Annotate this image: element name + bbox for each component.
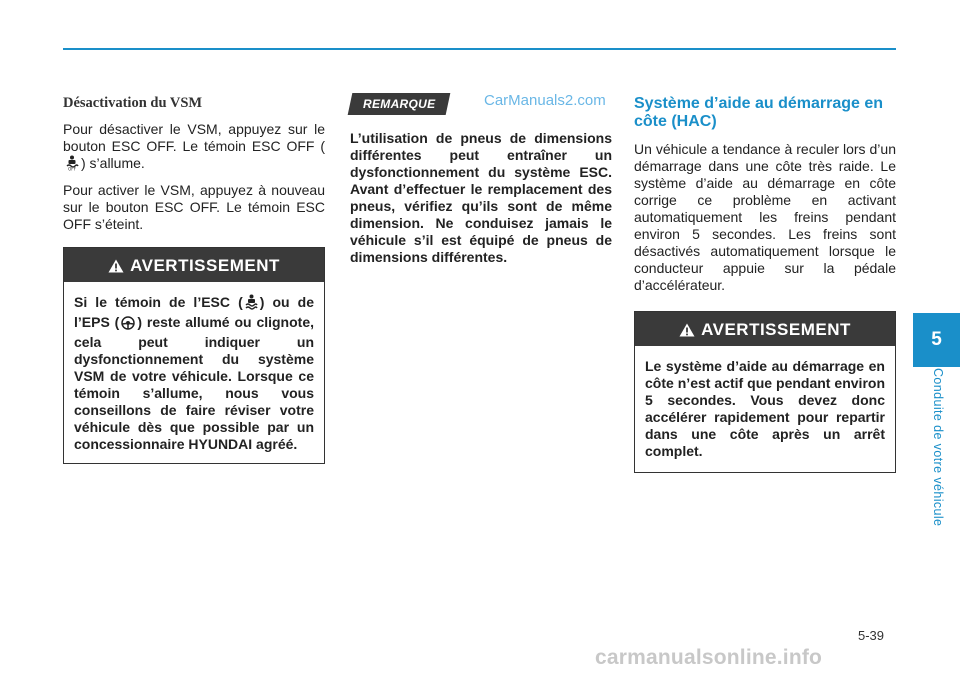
- paragraph-deactivate: [63, 121, 325, 175]
- note-header-row: [350, 92, 612, 118]
- page-number: 5-39: [858, 628, 885, 643]
- paragraph-activate: Pour activer le VSM, appuyez à nouveau sur le bouton ESC OFF. Le témoin ESC OFF s’éteint.: [63, 182, 325, 232]
- warning-box-hac: [634, 311, 896, 473]
- column-hac: [634, 92, 896, 473]
- note-label: REMARQUE: [362, 97, 436, 111]
- watermark-text: CarManuals2.com: [484, 92, 606, 109]
- warning-label: AVERTISSEMENT: [130, 256, 280, 275]
- chapter-label: Conduite de votre véhicule: [931, 368, 945, 527]
- eps-icon: [121, 316, 135, 334]
- esc-off-icon: [65, 155, 79, 175]
- paragraph-hac: Un véhicule a tendance à reculer lors d’un démarrage dans une côte très raide. Le système d’aide au démarrage en côte corrige ce problème en activant automatiquement les freins pendant environ 5 secondes. Les freins sont désactivés automatiquement lorsque le conducteur appuie sur la pédale d’accélérateur.: [634, 141, 896, 293]
- warning-header: [64, 248, 324, 282]
- warning-text-part2: ) ou de l’EPS (: [74, 294, 314, 330]
- warning-text-part1: Si le témoin de l’ESC (: [74, 294, 243, 310]
- warning-text: [64, 282, 324, 463]
- footer-watermark: carmanualsonline.info: [595, 646, 823, 669]
- warning-label: AVERTISSEMENT: [701, 320, 851, 339]
- note-badge: [348, 93, 451, 115]
- svg-text:OFF: OFF: [68, 166, 76, 171]
- warning-triangle-icon: [679, 314, 695, 350]
- top-rule: [63, 48, 896, 50]
- paragraph-deactivate-a: Pour désactiver le VSM, appuyez sur le bouton ESC OFF. Le témoin ESC OFF (: [63, 121, 325, 154]
- note-text: L’utilisation de pneus de dimensions différentes peut entraîner un dysfonctionnement du système ESC. Avant d’effectuer le remplacement des pneus, vérifiez qu’ils sont de même dimension. Ne conduisez jamais le véhicule s’il est équipé de pneus de dimensions différentes.: [350, 130, 612, 265]
- warning-triangle-icon: [108, 250, 124, 286]
- chapter-tab: 5: [913, 313, 960, 367]
- column-vsm: [63, 92, 325, 464]
- section-heading-vsm: Désactivation du VSM: [63, 95, 203, 111]
- paragraph-deactivate-b: ) s’allume.: [81, 155, 145, 171]
- warning-box-esc: [63, 247, 325, 464]
- warning-header: [635, 312, 895, 346]
- warning-text-part3: ) reste allumé ou clignote, cela peut indiquer un dysfonctionnement du système VSM de votre véhicule. Lorsque ce témoin s’allume, nous vous conseillons de faire réviser votre véhicule dès que possible par un concessionnaire HYUNDAI agréé.: [74, 314, 314, 452]
- section-heading-hac: Système d’aide au démarrage en côte (HAC): [634, 95, 883, 130]
- esc-icon: [245, 294, 258, 314]
- warning-text: Le système d’aide au démarrage en côte n’est actif que pendant environ 5 secondes. Vous devez donc accélérer rapidement pour repartir dans une côte après un arrêt complet.: [645, 358, 885, 459]
- column-note: [350, 92, 612, 266]
